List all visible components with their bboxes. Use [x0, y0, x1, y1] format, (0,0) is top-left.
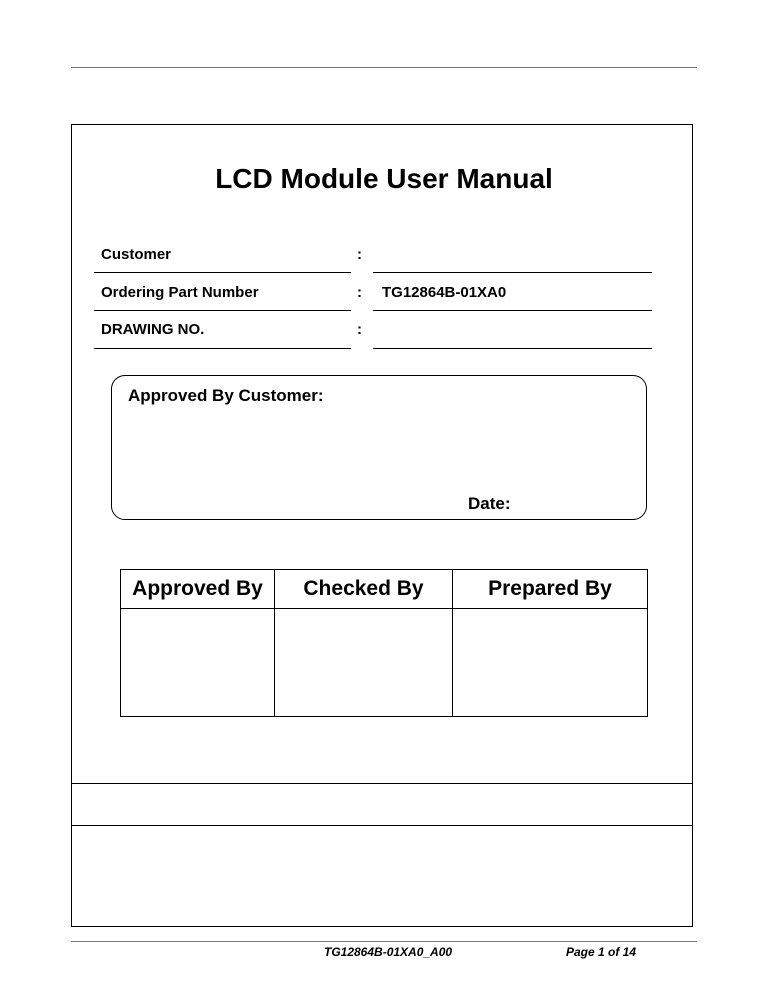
customer-separator: :	[357, 246, 362, 263]
signature-cell-checked-by	[275, 609, 453, 717]
part-number-label: Ordering Part Number	[101, 284, 259, 301]
signature-cell-prepared-by	[453, 609, 648, 717]
footer-document-id: TG12864B-01XA0_A00	[324, 945, 453, 959]
document-title: LCD Module User Manual	[215, 163, 553, 194]
signature-header-prepared-by: Prepared By	[453, 570, 648, 609]
header-rule	[71, 67, 697, 68]
customer-value-underline	[373, 272, 652, 273]
footer-rule	[71, 941, 697, 942]
signature-cell-approved-by	[121, 609, 275, 717]
part-number-value-underline	[373, 310, 652, 311]
drawing-number-separator: :	[357, 321, 362, 338]
part-number-value: TG12864B-01XA0	[382, 284, 507, 301]
frame-divider-lower	[71, 825, 692, 826]
approval-date-label: Date:	[468, 494, 511, 513]
customer-approval-heading: Approved By Customer:	[128, 386, 324, 405]
signature-header-checked-by: Checked By	[275, 570, 453, 609]
signature-header-approved-by: Approved By	[121, 570, 275, 609]
customer-label: Customer	[101, 246, 172, 263]
drawing-number-label-underline	[94, 348, 351, 349]
part-number-separator: :	[357, 284, 362, 301]
signature-table	[120, 569, 648, 717]
part-number-label-underline	[94, 310, 351, 311]
signature-table-header-row	[121, 570, 648, 609]
customer-label-underline	[94, 272, 351, 273]
drawing-number-label: DRAWING NO.	[101, 321, 205, 338]
cover-frame	[71, 124, 693, 927]
drawing-number-value-underline	[373, 348, 652, 349]
signature-table-row	[121, 609, 648, 717]
footer-page-info: Page 1 of 14	[566, 945, 637, 959]
frame-divider-upper	[71, 783, 692, 784]
